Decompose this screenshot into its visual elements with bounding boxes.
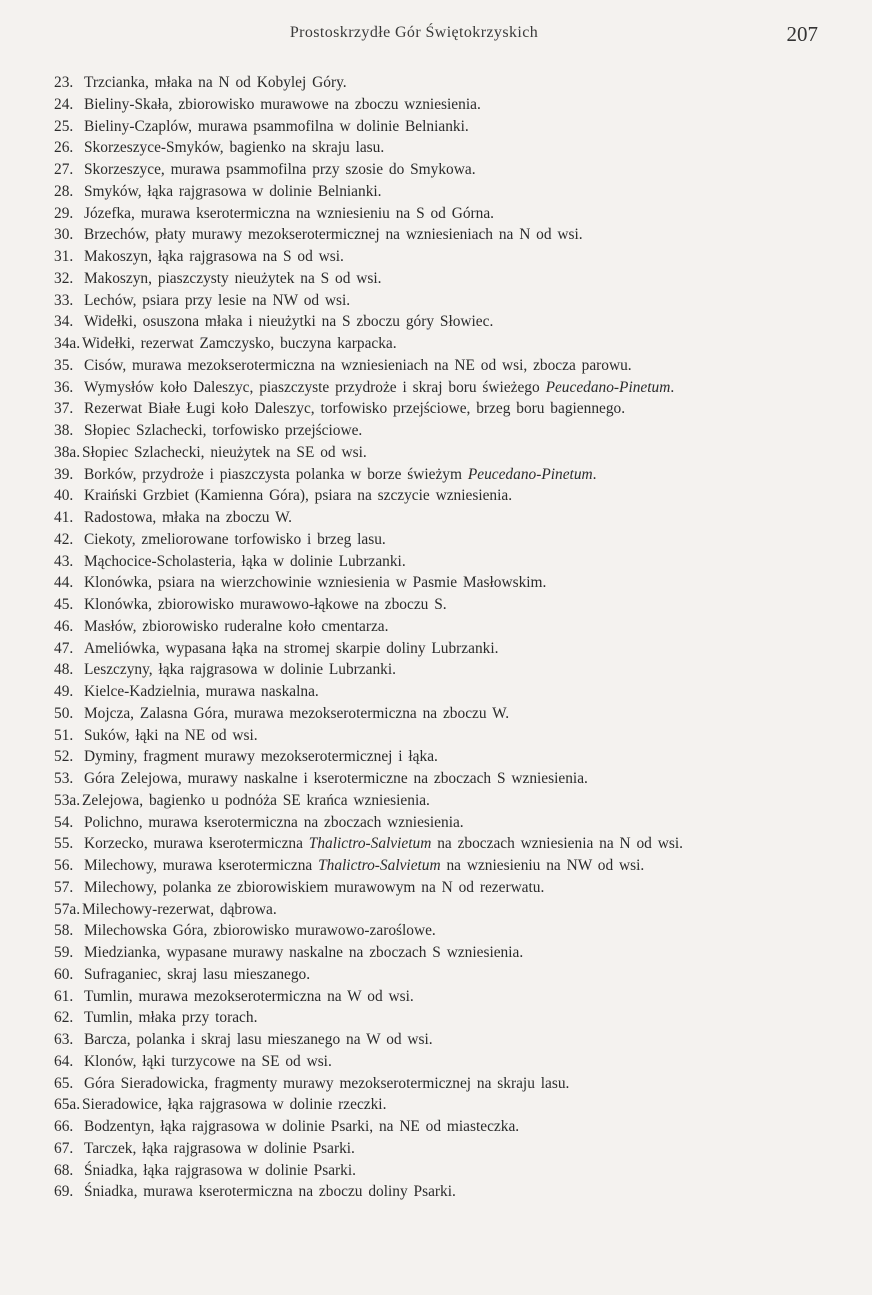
entry-description: Tumlin, murawa mezokserotermiczna na W od wsi. <box>84 987 414 1005</box>
entry-description: Kraiński Grzbiet (Kamienna Góra), psiara na szczycie wzniesienia. <box>84 487 513 505</box>
entry-number: 52. <box>54 748 74 766</box>
entry-description: Góra Sieradowicka, fragmenty murawy mezokserotermicznej na skraju lasu. <box>84 1074 570 1092</box>
entry-description: Klonówka, psiara na wierzchowinie wzniesienia w Pasmie Masłowskim. <box>84 574 547 592</box>
list-item <box>54 94 844 116</box>
entry-description: Góra Zelejowa, murawy naskalne i kserotermiczne na zboczach S wzniesienia. <box>84 770 588 787</box>
list-item <box>54 833 844 855</box>
entry-description: Barcza, polanka i skraj lasu mieszanego na W od wsi. <box>84 1031 433 1048</box>
entry-number: 58. <box>54 922 74 940</box>
entry-text <box>84 553 406 570</box>
entry-text <box>84 683 319 700</box>
entry-number: 46. <box>54 617 74 635</box>
entry-description: Słopiec Szlachecki, torfowisko przejściowe. <box>84 422 363 439</box>
entry-text <box>84 357 632 374</box>
page-number: 207 <box>786 22 818 46</box>
list-item <box>54 464 844 486</box>
entry-description: Dyminy, fragment murawy mezokserotermicznej i łąka. <box>84 748 438 766</box>
list-item <box>54 268 844 290</box>
entry-number: 41. <box>54 509 74 526</box>
entry-text <box>84 1031 433 1048</box>
entry-text <box>82 335 397 352</box>
list-item <box>54 1007 844 1029</box>
entry-text <box>84 205 494 222</box>
entry-description: Milechowy, murawa kserotermiczna <box>84 857 313 874</box>
entry-number: 40. <box>54 487 74 505</box>
entry-number: 44. <box>54 574 74 592</box>
entry-text <box>84 531 386 548</box>
list-item <box>54 377 844 399</box>
entry-description: Mąchocice-Scholasteria, łąka w dolinie Lubrzanki. <box>84 552 406 570</box>
entry-description: Klonów, łąki turzycowe na SE od wsi. <box>84 1052 332 1070</box>
entry-number: 53. <box>54 770 74 787</box>
list-item <box>54 703 844 725</box>
list-item <box>54 1073 844 1095</box>
entry-text <box>84 313 493 330</box>
entry-description: Bieliny-Skała, zbiorowisko murawowe na zboczu wzniesienia. <box>84 95 481 113</box>
entry-plant-association: Thalictro-Salvietum <box>318 857 441 874</box>
entry-description-tail: . <box>670 378 675 396</box>
entry-description: Mojcza, Zalasna Góra, murawa mezokserotermiczna na zboczu W. <box>84 704 510 722</box>
list-item <box>54 1181 844 1203</box>
entry-text <box>84 1009 257 1026</box>
entry-description: Sufraganiec, skraj lasu mieszanego. <box>84 965 311 983</box>
list-item <box>54 1051 844 1073</box>
entry-text <box>84 661 396 678</box>
entry-text <box>84 292 350 309</box>
entry-description: Ameliówka, wypasana łąka na stromej skarpie doliny Lubrzanki. <box>84 639 499 657</box>
entry-text <box>84 988 414 1005</box>
entry-description: Widełki, osuszona młaka i nieużytki na S zboczu góry Słowiec. <box>84 313 494 331</box>
entry-description: Trzcianka, młaka na N od Kobylej Góry. <box>84 74 347 91</box>
list-item <box>54 1138 844 1160</box>
entry-number: 51. <box>54 726 74 744</box>
entry-description: Milechowy-rezerwat, dąbrowa. <box>82 900 277 918</box>
list-item <box>54 681 844 703</box>
list-item <box>54 529 844 551</box>
entry-number: 57a. <box>54 900 81 918</box>
list-item <box>54 877 844 899</box>
entry-text <box>84 705 509 722</box>
entry-text <box>84 400 625 417</box>
list-item <box>54 116 844 138</box>
entry-text <box>84 226 583 243</box>
entry-number: 65a. <box>54 1096 81 1114</box>
running-title: Prostoskrzydłe Gór Świętokrzyskich <box>289 24 539 41</box>
entry-text <box>84 422 362 439</box>
entry-number: 25. <box>54 117 74 135</box>
entry-description: Milechowy, polanka ze zbiorowiskiem murawowym na N od rezerwatu. <box>84 878 545 896</box>
entry-text <box>84 727 258 744</box>
entry-text <box>84 1162 356 1179</box>
list-item <box>54 1160 844 1182</box>
list-item <box>54 159 844 181</box>
entry-number: 65. <box>54 1074 74 1092</box>
list-item <box>54 203 844 225</box>
entry-text <box>82 1096 386 1113</box>
entry-description: Tarczek, łąka rajgrasowa w dolinie Psarki. <box>84 1139 355 1157</box>
entry-text <box>84 1183 456 1200</box>
entry-description: Sieradowice, łąka rajgrasowa w dolinie rzeczki. <box>82 1096 387 1114</box>
entry-number: 23. <box>54 74 74 91</box>
list-item <box>54 725 844 747</box>
entry-number: 35. <box>54 356 74 374</box>
entry-number: 47. <box>54 639 74 657</box>
entry-number: 37. <box>54 400 74 418</box>
entry-text <box>84 1075 569 1092</box>
list-item <box>54 246 844 268</box>
list-item <box>54 964 844 986</box>
list-item <box>54 855 844 877</box>
entry-description: Skorzeszyce, murawa psammofilna przy szosie do Smykowa. <box>84 161 476 178</box>
entry-number: 49. <box>54 683 74 700</box>
entry-description: Leszczyny, łąka rajgrasowa w dolinie Lubrzanki. <box>84 661 396 679</box>
entry-number: 36. <box>54 378 74 396</box>
list-item <box>54 290 844 312</box>
entry-number: 50. <box>54 704 74 722</box>
entry-number: 60. <box>54 965 74 983</box>
entry-number: 26. <box>54 139 74 157</box>
entry-description: Ciekoty, zmeliorowane torfowisko i brzeg lasu. <box>84 530 386 548</box>
entry-plant-association: Thalictro-Salvietum <box>308 835 432 853</box>
entry-number: 38. <box>54 422 74 439</box>
entry-text <box>84 1118 519 1135</box>
entry-text <box>84 1053 332 1070</box>
entry-text <box>84 922 436 939</box>
entry-number: 57. <box>54 878 74 896</box>
entry-text <box>84 1140 355 1157</box>
list-item <box>54 181 844 203</box>
entry-plant-association: Peucedano-Pinetum <box>545 378 671 396</box>
list-item <box>54 899 844 921</box>
entry-description-tail: na zboczach wzniesienia na N od wsi. <box>431 835 683 853</box>
entry-number: 43. <box>54 552 74 570</box>
entry-description: Brzechów, płaty murawy mezokserotermicznej na wzniesieniach na N od wsi. <box>84 226 583 244</box>
entry-text <box>84 574 546 591</box>
entry-description: Lechów, psiara przy lesie na NW od wsi. <box>84 291 351 309</box>
entry-number: 59. <box>54 944 74 961</box>
list-item <box>54 398 844 420</box>
entry-description: Józefka, murawa kserotermiczna na wzniesieniu na S od Górna. <box>84 204 495 222</box>
entry-number: 62. <box>54 1009 74 1027</box>
entry-description: Klonówka, zbiorowisko murawowo-łąkowe na zboczu S. <box>84 596 447 613</box>
entry-number: 39. <box>54 465 74 483</box>
list-item <box>54 333 844 355</box>
list-item <box>54 442 844 464</box>
entry-number: 32. <box>54 269 74 287</box>
list-item <box>54 659 844 681</box>
entry-text <box>84 966 310 983</box>
entry-number: 55. <box>54 835 74 853</box>
entry-description: Kielce-Kadzielnia, murawa naskalna. <box>84 683 319 700</box>
entry-description: Miedzianka, wypasane murawy naskalne na zboczach S wzniesienia. <box>84 944 524 961</box>
entry-text <box>84 161 476 178</box>
list-item <box>54 1029 844 1051</box>
entry-text <box>84 248 344 265</box>
entry-number: 56. <box>54 857 74 874</box>
entry-text <box>84 770 588 787</box>
entry-description: Bieliny-Czaplów, murawa psammofilna w dolinie Belnianki. <box>84 117 469 135</box>
entry-description: Widełki, rezerwat Zamczysko, buczyna karpacka. <box>82 335 397 352</box>
entry-number: 53a. <box>54 791 81 809</box>
entry-number: 29. <box>54 204 74 222</box>
entry-description: Bodzentyn, łąka rajgrasowa w dolinie Psarki, na NE od miasteczka. <box>84 1118 520 1135</box>
list-item <box>54 746 844 768</box>
entry-number: 64. <box>54 1052 74 1070</box>
list-item <box>54 420 844 442</box>
entry-description: Wymysłów koło Daleszyc, piaszczyste przydroże i skraj boru świeżego <box>84 378 540 396</box>
entry-number: 68. <box>54 1161 74 1179</box>
entry-number: 67. <box>54 1139 74 1157</box>
entry-text <box>84 183 382 200</box>
entry-text <box>84 748 438 765</box>
entry-description: Cisów, murawa mezokserotermiczna na wzniesieniach na NE od wsi, zbocza parowu. <box>84 356 632 374</box>
list-item <box>54 311 844 333</box>
entry-text <box>84 835 683 852</box>
entry-plant-association: Peucedano-Pinetum <box>467 465 593 483</box>
entry-text <box>84 139 384 156</box>
entry-description: Korzecko, murawa kserotermiczna <box>84 835 303 853</box>
list-item <box>54 137 844 159</box>
entry-text <box>84 270 382 287</box>
entry-description: Tumlin, młaka przy torach. <box>84 1009 258 1027</box>
list-item <box>54 594 844 616</box>
entry-description: Skorzeszyce-Smyków, bagienko na skraju lasu. <box>84 139 385 157</box>
entry-number: 24. <box>54 95 74 113</box>
entry-text <box>84 618 388 635</box>
entry-text <box>84 74 347 91</box>
entry-description: Smyków, łąka rajgrasowa w dolinie Belnianki. <box>84 182 382 200</box>
entry-number: 34. <box>54 313 74 331</box>
list-item <box>54 572 844 594</box>
entry-description-tail: . <box>592 465 597 483</box>
entry-number: 34a. <box>54 335 81 352</box>
entry-description: Makoszyn, piaszczysty nieużytek na S od wsi. <box>84 269 382 287</box>
entry-number: 42. <box>54 530 74 548</box>
entry-text <box>84 944 523 961</box>
entry-number: 30. <box>54 226 74 244</box>
entry-text <box>84 857 644 874</box>
list-item <box>54 72 844 94</box>
entry-text <box>84 640 498 657</box>
entry-description: Borków, przydroże i piaszczysta polanka w borze świeżym <box>84 465 462 483</box>
list-item <box>54 768 844 790</box>
entry-description: Słopiec Szlachecki, nieużytek na SE od wsi. <box>82 443 367 461</box>
list-item <box>54 638 844 660</box>
entry-text <box>84 596 447 613</box>
entry-description: Radostowa, młaka na zboczu W. <box>84 509 293 526</box>
list-item <box>54 507 844 529</box>
entry-number: 54. <box>54 813 74 831</box>
list-item <box>54 1116 844 1138</box>
entry-text <box>84 509 292 526</box>
list-item <box>54 355 844 377</box>
entry-text <box>84 466 597 483</box>
entry-description: Śniadka, murawa kserotermiczna na zboczu doliny Psarki. <box>84 1183 456 1201</box>
list-item <box>54 224 844 246</box>
entry-number: 45. <box>54 596 74 613</box>
entry-description: Makoszyn, łąka rajgrasowa na S od wsi. <box>84 248 344 265</box>
list-item <box>54 616 844 638</box>
entry-description: Rezerwat Białe Ługi koło Daleszyc, torfowisko przejściowe, brzeg boru bagiennego. <box>84 400 626 418</box>
entry-number: 33. <box>54 291 74 309</box>
list-item <box>54 920 844 942</box>
entry-text <box>84 814 464 831</box>
entry-text <box>84 487 512 504</box>
entry-description: Milechowska Góra, zbiorowisko murawowo-zaroślowe. <box>84 922 436 940</box>
entry-number: 28. <box>54 182 74 200</box>
list-item <box>54 812 844 834</box>
entry-number: 31. <box>54 248 74 265</box>
entry-text <box>84 96 481 113</box>
entry-number: 69. <box>54 1183 74 1201</box>
list-item <box>54 551 844 573</box>
entry-description: Śniadka, łąka rajgrasowa w dolinie Psarki. <box>84 1161 357 1179</box>
entry-description: Suków, łąki na NE od wsi. <box>84 726 258 744</box>
list-item <box>54 986 844 1008</box>
list-item <box>54 942 844 964</box>
entry-number: 48. <box>54 661 74 679</box>
list-item <box>54 790 844 812</box>
list-item <box>54 1094 844 1116</box>
entry-description: Zelejowa, bagienko u podnóża SE krańca wzniesienia. <box>82 791 430 809</box>
entry-description-tail: na wzniesieniu na NW od wsi. <box>440 857 645 874</box>
list-item <box>54 485 844 507</box>
locality-list <box>54 72 844 1203</box>
entry-description: Polichno, murawa kserotermiczna na zboczach wzniesienia. <box>84 813 464 831</box>
entry-number: 38a. <box>54 443 81 461</box>
entry-text <box>82 901 277 918</box>
page-header <box>0 22 872 52</box>
entry-number: 63. <box>54 1031 74 1048</box>
entry-text <box>82 444 367 461</box>
entry-text <box>82 792 430 809</box>
entry-text <box>84 379 674 396</box>
entry-number: 66. <box>54 1118 74 1135</box>
entry-text <box>84 118 469 135</box>
entry-description: Masłów, zbiorowisko ruderalne koło cmentarza. <box>84 617 389 635</box>
entry-text <box>84 879 544 896</box>
entry-number: 61. <box>54 987 74 1005</box>
entry-number: 27. <box>54 161 74 178</box>
